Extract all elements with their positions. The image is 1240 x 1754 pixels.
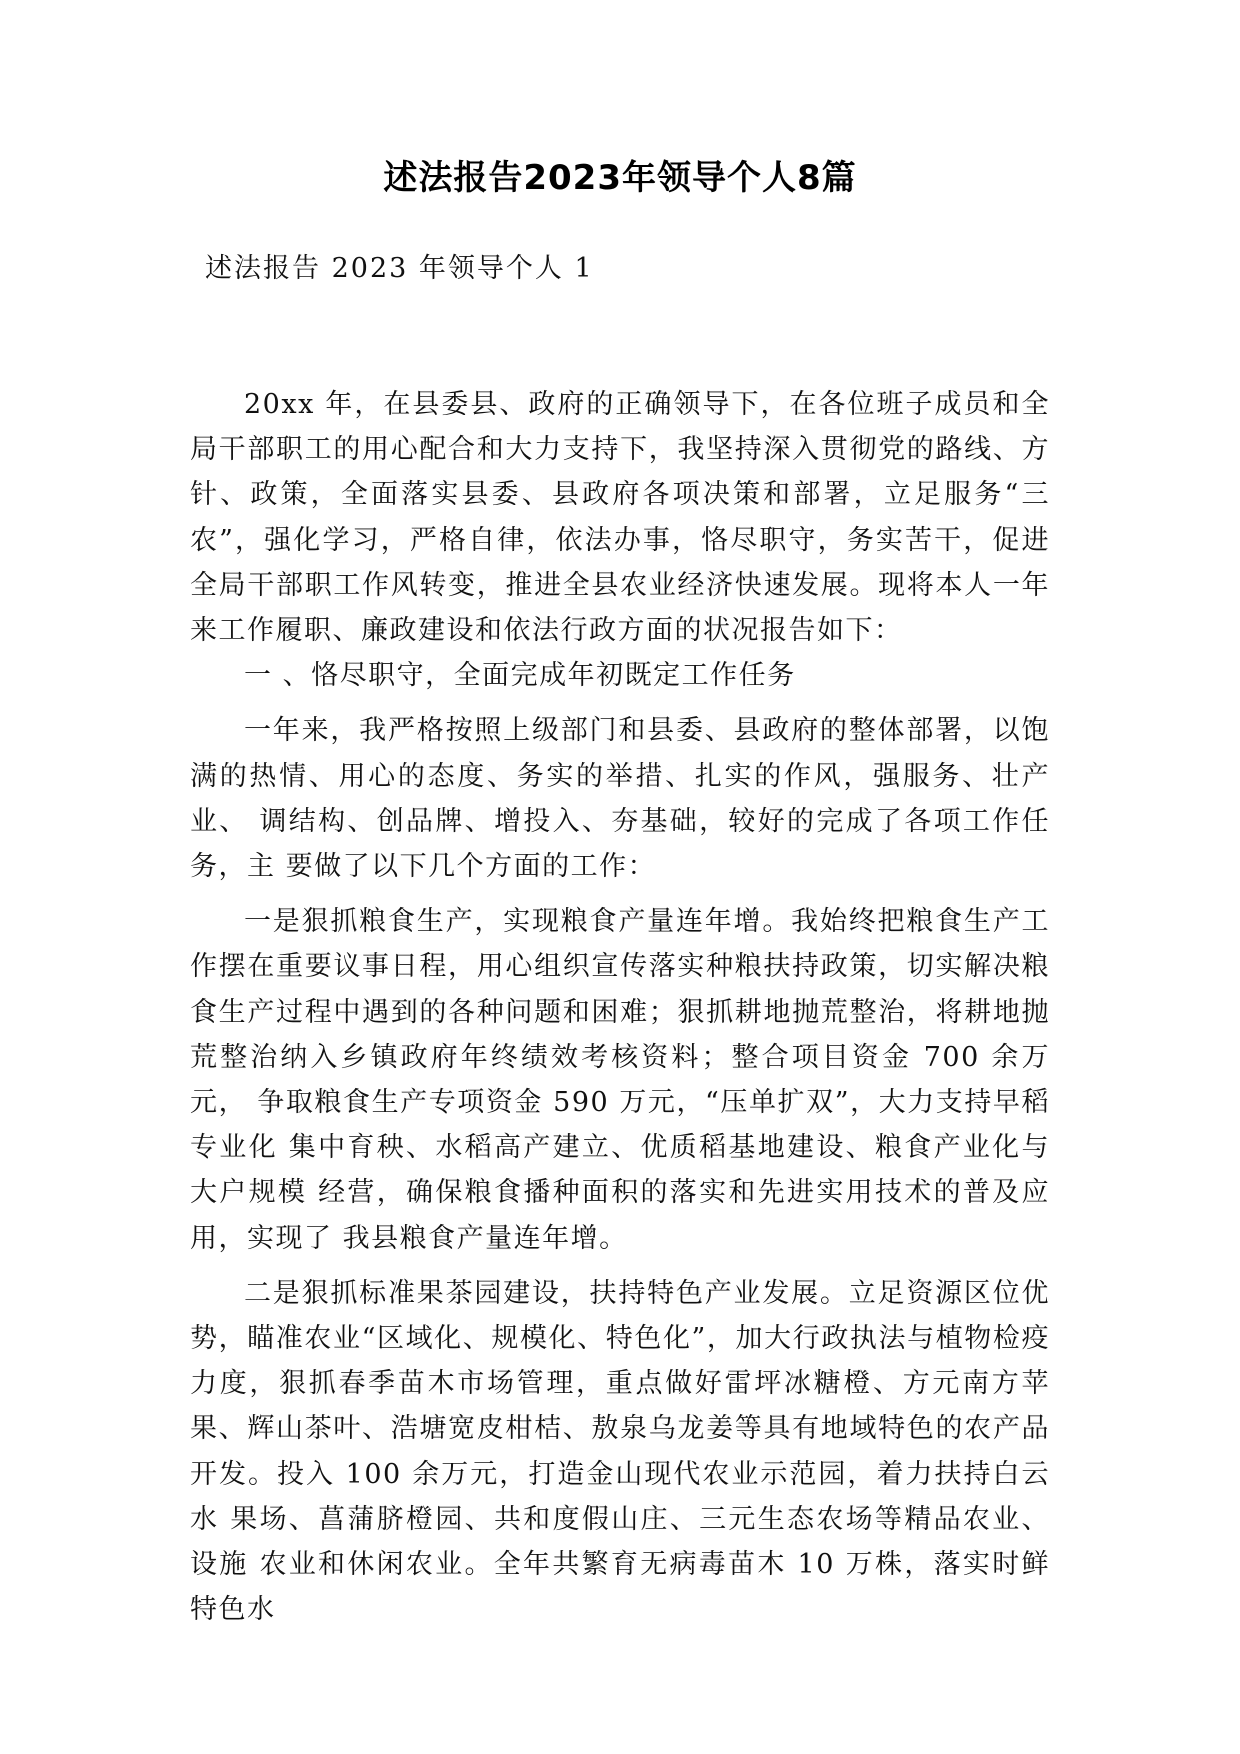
- document-title: 述法报告2023年领导个人8篇: [383, 158, 857, 198]
- paragraph-orchard-tea: 二是狠抓标准果茶园建设，扶持特色产业发展。立足资源区位优势，瞄准农业“区域化、规模化、特色化”，加大行政执法与植物检疫力度，狠抓春季苗木市场管理，重点做好雷坪冰糖橙、方元南方苹果、辉山茶叶、浩塘宽皮柑桔、敖泉乌龙姜等具有地域特色的农产品 开发。投入 100 余万元，打造金山现代农业示范园，着力扶持白云水 果场、菖蒲脐橙园、共和度假山庄、三元生态农场等精品农业、设施 农业和休闲农业。全年共繁育无病毒苗木 10 万株，落实时鲜特色水: [190, 1277, 1050, 1626]
- paragraph-grain-production: 一是狠抓粮食生产，实现粮食产量连年增。我始终把粮食生产工作摆在重要议事日程，用心组织宣传落实种粮扶持政策，切实解决粮食生产过程中遇到的各种问题和困难；狠抓耕地抛荒整治，将耕地抛荒整治纳入乡镇政府年终绩效考核资料；整合项目资金 700 余万元， 争取粮食生产专项资金 590 万元，“压单扩双”，大力支持早稻专业化 集中育秧、水稻高产建立、优质稻基地建设、粮食产业化与大户规模 经营，确保粮食播种面积的落实和先进实用技术的普及应用，实现了 我县粮食产量连年增。: [190, 906, 1050, 1254]
- document-body: [190, 382, 1050, 1632]
- paragraph-overview: 一年来，我严格按照上级部门和县委、县政府的整体部署，以饱 满的热情、用心的态度、务实的举措、扎实的作风，强服务、壮产业、 调结构、创品牌、增投入、夯基础，较好的完成了各项工作任务，主 要做了以下几个方面的工作：: [190, 715, 1050, 883]
- section-heading: 述法报告 2023 年领导个人 1: [205, 253, 594, 284]
- paragraph-intro: 20xx 年，在县委县、政府的正确领导下，在各位班子成员和全局干部职工的用心配合和大力支持下，我坚持深入贯彻党的路线、方针、政策，全面落实县委、县政府各项决策和部署，立足服务“三农”，强化学习，严格自律，依法办事，恪尽职守，务实苦干，促进全局干部职工作风转变，推进全县农业经济快速发展。现将本人一年来工作履职、廉政建设和依法行政方面的状况报告如下：: [190, 389, 1050, 647]
- paragraph-section-one-heading: 一 、恪尽职守，全面完成年初既定工作任务: [244, 660, 796, 692]
